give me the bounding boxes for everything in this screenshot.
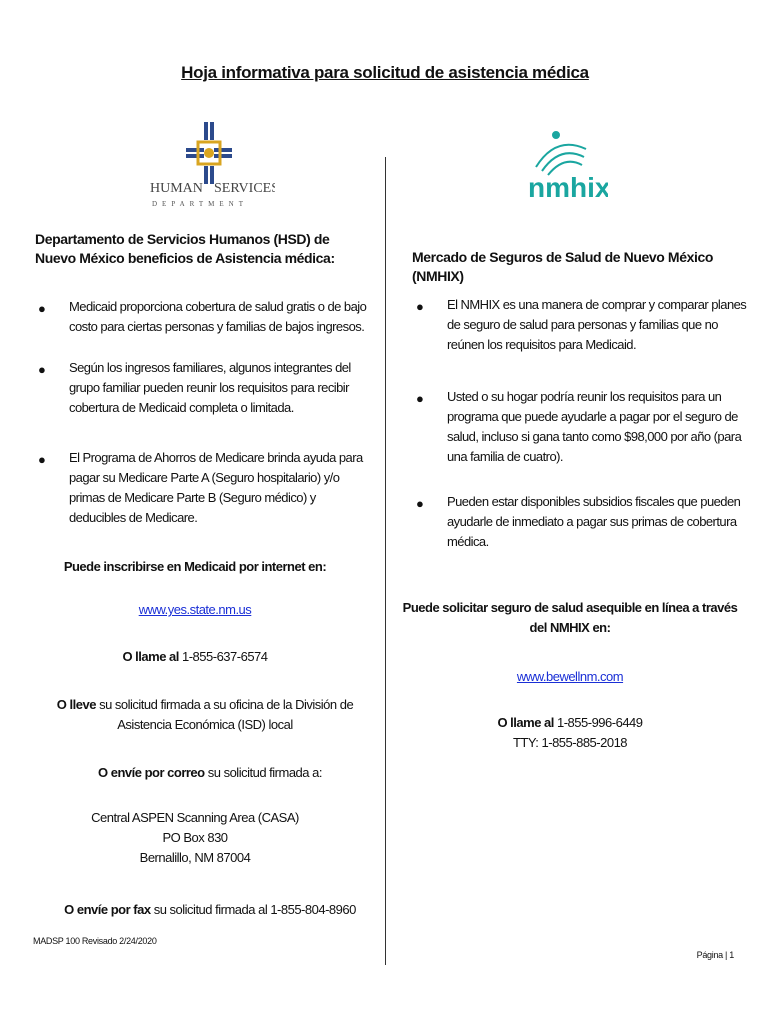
list-item: ● El NMHIX es una manera de comprar y comparar planes de seguro de salud para personas y familias que no reúnen los requisitos para Medicaid. [416, 297, 747, 352]
list-item: ● Usted o su hogar podría reunir los requisitos para un programa que puede ayudarle a pagar por el seguro de salud, incluso si gana tanto como $98,000 por año (para una familia de cuatro). [416, 389, 742, 464]
bullet-icon: ● [38, 301, 46, 316]
nmhix-heading: Mercado de Seguros de Salud de Nuevo México (NMHIX) [412, 249, 713, 284]
medicaid-fax-line: O envíe por fax su solicitud firmada al 1-855-804-8960 [64, 902, 356, 917]
svg-text:nmhix: nmhix [528, 172, 608, 202]
medicaid-mail-line: O envíe por correo su solicitud firmada a: [98, 765, 322, 780]
mailing-address: Central ASPEN Scanning Area (CASA) PO Box 830 Bernalillo, NM 87004 [91, 810, 299, 865]
medicaid-url-link[interactable]: www.yes.state.nm.us [138, 602, 252, 617]
page-number: Página | 1 [696, 950, 734, 960]
bullet-icon: ● [38, 362, 46, 377]
list-item: ● Medicaid proporciona cobertura de salud gratis o de bajo costo para ciertas personas y familias de bajos ingresos. [38, 299, 367, 334]
column-divider [385, 157, 386, 965]
bullet-icon: ● [416, 391, 424, 406]
tty-number: TTY: 1-855-885-2018 [512, 735, 628, 750]
hsd-heading: Departamento de Servicios Humanos (HSD) de Nuevo México beneficios de Asistencia médica: [35, 231, 335, 266]
nmhix-online-label: Puede solicitar seguro de salud asequible en línea a través del NMHIX en: [402, 600, 738, 635]
form-id: MADSP 100 Revisado 2/24/2020 [33, 936, 157, 946]
svg-text:SERVICES: SERVICES [214, 181, 275, 196]
medicaid-call-line: O llame al 1-855-637-6574 [122, 649, 268, 664]
bullet-icon: ● [416, 299, 424, 314]
nmhix-url-link[interactable]: www.bewellnm.com [516, 669, 624, 684]
zia-emblem-icon [186, 122, 232, 184]
bullet-icon: ● [416, 496, 424, 511]
nmhix-bullet-list [414, 295, 754, 573]
medicaid-online-label: Puede inscribirse en Medicaid por internet en: [63, 559, 327, 574]
nmhix-logo [528, 127, 608, 202]
bullet-icon: ● [38, 452, 46, 467]
svg-text:HUMAN: HUMAN [150, 181, 203, 196]
hsd-bullet-list [36, 297, 371, 549]
list-item: ● El Programa de Ahorros de Medicare brinda ayuda para pagar su Medicare Parte A (Seguro hospitalario) y/o primas de Medicare Parte B (Seguro médico) y deducibles de Medicare. [38, 450, 363, 525]
svg-text:DEPARTMENT: DEPARTMENT [152, 200, 248, 208]
list-item: ● Pueden estar disponibles subsidios fiscales que pueden ayudarle de inmediato a pagar sus primas de cobertura médica. [416, 494, 741, 549]
nmhix-emblem-icon [536, 132, 586, 175]
medicaid-visit-line: O lleve su solicitud firmada a su oficina de la División de Asistencia Económica (ISD) local [56, 697, 354, 732]
page-title: Hoja informativa para solicitud de asistencia médica [181, 63, 589, 82]
list-item: ● Según los ingresos familiares, algunos integrantes del grupo familiar pueden reunir los requisitos para recibir cobertura de Medicaid completa o limitada. [38, 360, 351, 415]
nmhix-call-line: O llame al 1-855-996-6449 TTY: 1-855-885-2018 [395, 713, 745, 753]
hsd-logo [150, 120, 275, 210]
